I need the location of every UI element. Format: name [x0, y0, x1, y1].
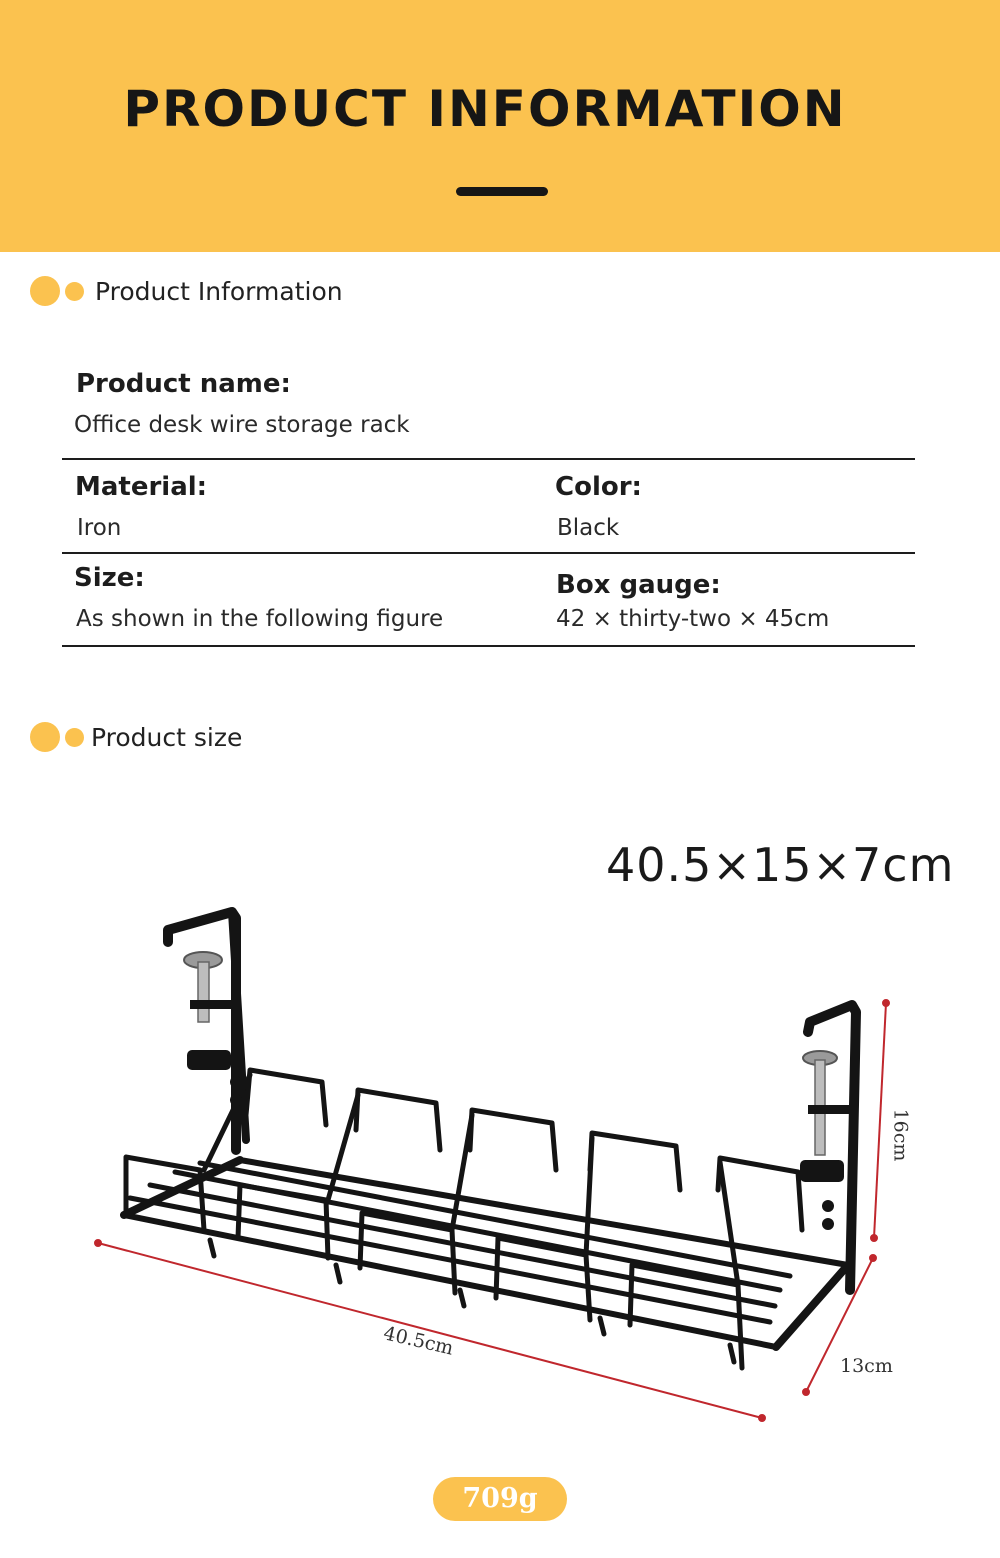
section-title-size: Product size	[91, 723, 243, 752]
box-gauge-label: Box gauge:	[556, 570, 721, 600]
size-label: Size:	[74, 563, 145, 593]
material-label: Material:	[75, 472, 208, 502]
material-value: Iron	[77, 515, 122, 541]
length-measure-label: 40.5cm	[381, 1322, 456, 1360]
dimensions-title: 40.5×15×7cm	[606, 838, 955, 892]
page-title: PRODUCT INFORMATION	[123, 80, 847, 138]
size-value: As shown in the following figure	[76, 606, 444, 632]
product-name-value: Office desk wire storage rack	[74, 412, 410, 438]
depth-measure-label: 13cm	[840, 1355, 893, 1377]
color-value: Black	[557, 515, 620, 541]
box-gauge-value: 42 × thirty-two × 45cm	[556, 606, 830, 632]
color-label: Color:	[555, 472, 642, 502]
weight-badge: 709g	[433, 1477, 567, 1521]
section-title-info: Product Information	[95, 277, 343, 306]
height-measure-label: 16cm	[889, 1108, 912, 1162]
product-name-label: Product name:	[76, 369, 291, 399]
